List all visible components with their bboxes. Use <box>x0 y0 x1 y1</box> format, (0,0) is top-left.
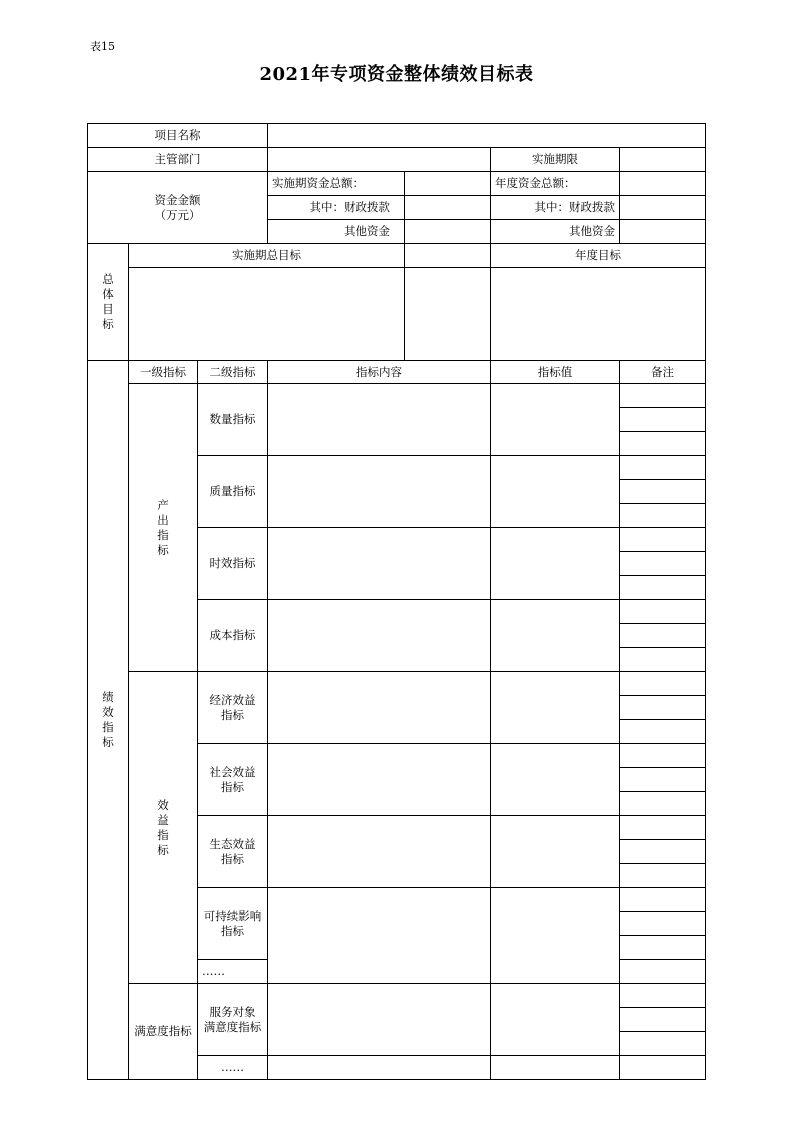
service-satisfaction-line: 服务对象 <box>209 1004 256 1019</box>
period-field[interactable] <box>620 148 705 171</box>
social-benefit-line: 指标 <box>221 779 244 794</box>
overall-goal-char: 体 <box>102 287 114 301</box>
overall-goal-char: 目 <box>102 302 114 316</box>
fiscal-period-field[interactable] <box>405 196 490 219</box>
ecological-benefit-line: 生态效益 <box>209 836 256 851</box>
table-line <box>197 599 706 600</box>
table-line <box>404 243 405 360</box>
table-line <box>619 647 706 648</box>
other-period-field[interactable] <box>405 220 490 243</box>
project-name-label: 项目名称 <box>154 128 201 142</box>
table-line <box>619 360 620 1080</box>
overall-goal-char: 总 <box>102 272 114 286</box>
table-line <box>619 479 706 480</box>
annual-funds-field[interactable] <box>620 172 705 195</box>
benefit-indicator-label <box>129 672 197 983</box>
table-line <box>619 1031 706 1032</box>
table-line <box>197 455 706 456</box>
period-goal-field[interactable] <box>129 268 404 360</box>
table-line <box>705 123 706 1080</box>
project-name-field[interactable] <box>268 124 705 147</box>
dept-label: 主管部门 <box>154 152 201 166</box>
annual-funds-label: 年度资金总额： <box>495 176 576 190</box>
table-line <box>619 839 706 840</box>
table-line <box>619 911 706 912</box>
satisfaction-indicator-label: 满意度指标 <box>134 1024 192 1038</box>
sustainable-impact-line: 可持续影响 <box>203 908 262 923</box>
table-line <box>619 719 706 720</box>
table-line <box>197 815 706 816</box>
output-indicator-label <box>129 384 197 671</box>
economic-benefit-line: 指标 <box>221 707 244 722</box>
output-char: 标 <box>157 542 169 557</box>
indicators-char: 绩 <box>102 690 114 704</box>
table-line <box>619 407 706 408</box>
total-period-funds-field[interactable] <box>405 172 490 195</box>
col-level2-header: 二级指标 <box>209 364 256 379</box>
output-char: 指 <box>157 527 169 542</box>
col-value-header: 指标值 <box>537 364 573 379</box>
table-line <box>619 695 706 696</box>
table-line <box>619 959 706 960</box>
table-line <box>619 767 706 768</box>
col-level1-header: 一级指标 <box>140 364 186 379</box>
period-goal-header: 实施期总目标 <box>232 248 301 262</box>
table-line <box>619 935 706 936</box>
indicators-section-label <box>88 361 128 1079</box>
table-line <box>197 887 706 888</box>
satisfaction-ellipsis: …… <box>221 1060 244 1074</box>
fiscal-annual-label: 其中：财政拨款 <box>534 200 615 214</box>
economic-benefit-line: 经济效益 <box>209 692 256 707</box>
timeliness-indicator-label: 时效指标 <box>209 556 256 570</box>
annual-goal-field[interactable] <box>491 268 705 360</box>
output-char: 出 <box>157 512 169 527</box>
social-benefit-label <box>198 744 267 815</box>
table-line <box>619 503 706 504</box>
fiscal-annual-field[interactable] <box>620 196 705 219</box>
table-line <box>267 360 268 1080</box>
economic-benefit-label <box>198 672 267 743</box>
fiscal-period-label: 其中：财政拨款 <box>309 200 390 214</box>
service-satisfaction-label <box>198 984 267 1055</box>
dept-field[interactable] <box>268 148 490 171</box>
table-line <box>619 551 706 552</box>
other-annual-label: 其他资金 <box>569 224 615 238</box>
table-line <box>619 623 706 624</box>
indicators-char: 效 <box>102 705 114 719</box>
total-period-funds-label: 实施期资金总额： <box>272 176 364 190</box>
page-title: 2021年专项资金整体绩效目标表 <box>259 64 534 85</box>
col-note-header: 备注 <box>651 364 674 379</box>
social-benefit-line: 社会效益 <box>209 764 256 779</box>
other-annual-field[interactable] <box>620 220 705 243</box>
table-line <box>197 1055 706 1056</box>
table-line <box>87 1079 706 1080</box>
service-satisfaction-line: 满意度指标 <box>203 1019 262 1034</box>
table-line <box>619 575 706 576</box>
annual-goal-header: 年度目标 <box>575 248 621 262</box>
output-char: 产 <box>157 497 169 512</box>
funds-unit-text: （万元） <box>154 207 201 222</box>
benefit-char: 效 <box>157 797 169 812</box>
benefit-char: 益 <box>157 812 169 827</box>
sustainable-impact-line: 指标 <box>221 923 244 938</box>
other-period-label: 其他资金 <box>344 224 390 238</box>
quality-indicator-label: 质量指标 <box>209 484 256 498</box>
col-content-header: 指标内容 <box>356 364 402 379</box>
quantity-indicator-label: 数量指标 <box>209 412 256 426</box>
funds-label-text: 资金金额 <box>154 192 201 207</box>
sustainable-impact-label <box>198 888 267 959</box>
cost-indicator-label: 成本指标 <box>209 628 256 642</box>
overall-goal-char: 标 <box>102 317 114 331</box>
page-label: 表15 <box>90 40 115 53</box>
benefit-ellipsis: …… <box>202 964 225 978</box>
table-line <box>619 863 706 864</box>
table-line <box>619 431 706 432</box>
benefit-char: 标 <box>157 842 169 857</box>
ecological-benefit-line: 指标 <box>221 851 244 866</box>
period-label: 实施期限 <box>532 152 578 166</box>
ecological-benefit-label <box>198 816 267 887</box>
table-line <box>619 1007 706 1008</box>
overall-goal-section-label <box>88 244 128 360</box>
table-line <box>619 791 706 792</box>
indicators-char: 指 <box>102 720 114 734</box>
table-line <box>197 527 706 528</box>
indicators-char: 标 <box>102 735 114 749</box>
funds-label <box>88 172 267 243</box>
table-line <box>197 743 706 744</box>
benefit-char: 指 <box>157 827 169 842</box>
table-line <box>490 360 491 1080</box>
